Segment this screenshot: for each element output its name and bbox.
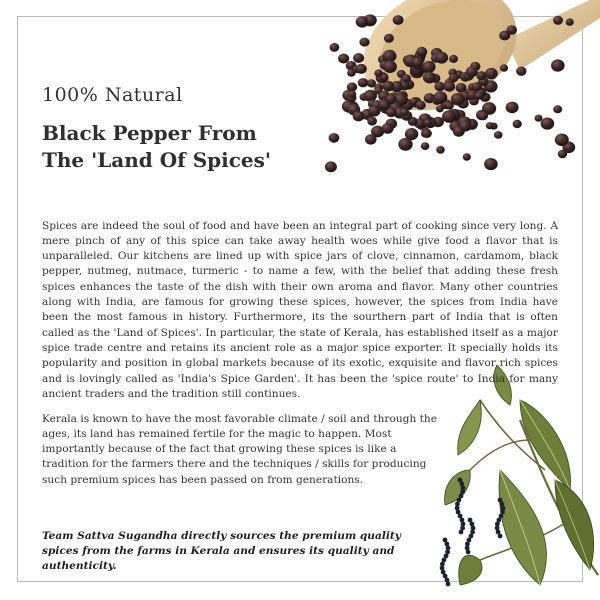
title-line-1: Black Pepper From	[42, 121, 257, 145]
pepper-berry	[459, 530, 464, 535]
pepper-berry	[465, 546, 470, 551]
pepper-berry	[446, 582, 451, 587]
page-title	[42, 120, 322, 174]
pepper-berry	[455, 506, 460, 511]
pepper-berry	[495, 526, 500, 531]
pepper-berry	[445, 578, 450, 583]
sourcing-statement: Team Sattva Sugandha directly sources the premium quality spices from the farms in Kerala and ensures its quality and authenticity.	[42, 529, 401, 573]
title-line-2: The 'Land Of Spices'	[42, 148, 272, 172]
pepper-berry	[466, 550, 471, 555]
pepper-berry	[498, 534, 503, 539]
eyebrow-text: 100% Natural	[42, 84, 183, 106]
kerala-paragraph: Kerala is known to have the most favorable climate / soil and through the ages, its land has remained fertile for the magic to happen. Most importantly because of the fact that growing these spices is like a tradition for the farmers there and the techniques / skills for producing such premium spices has been passed on from generations.	[42, 412, 437, 486]
pepper-berry	[440, 566, 445, 571]
intro-paragraph: Spices are indeed the soul of food and have been an integral part of cooking since very long. A mere pinch of any of this spice can take away health woes while give food a flavor that is unparalleled. Our kitchens are lined up with spice jars of clove, cinnamon, cardamom, black pepper, nutmeg, nutmace, turmeric - to name a few, with the belief that adding these fresh spices enhances the taste of the dish with their own aroma and flavor. Many other countries along with India, are famous for growing these spices, however, the spices from India have been the most famous in history. Furthermore, its the sourthern part of India that is often called as the 'Land of Spices'. In particular, the state of Kerala, has established itself as a major spice trade centre and retains its ancient role as a major spice exporter. It specially holds its popularity and position in global markets because of its exotic, exquisite and flavor rich spices and is lovingly called as 'India's Spice Garden'. It has been the 'spice route' to India for many ancient traders and the tradition still continues.	[42, 219, 558, 400]
pepper-berry	[460, 518, 465, 523]
